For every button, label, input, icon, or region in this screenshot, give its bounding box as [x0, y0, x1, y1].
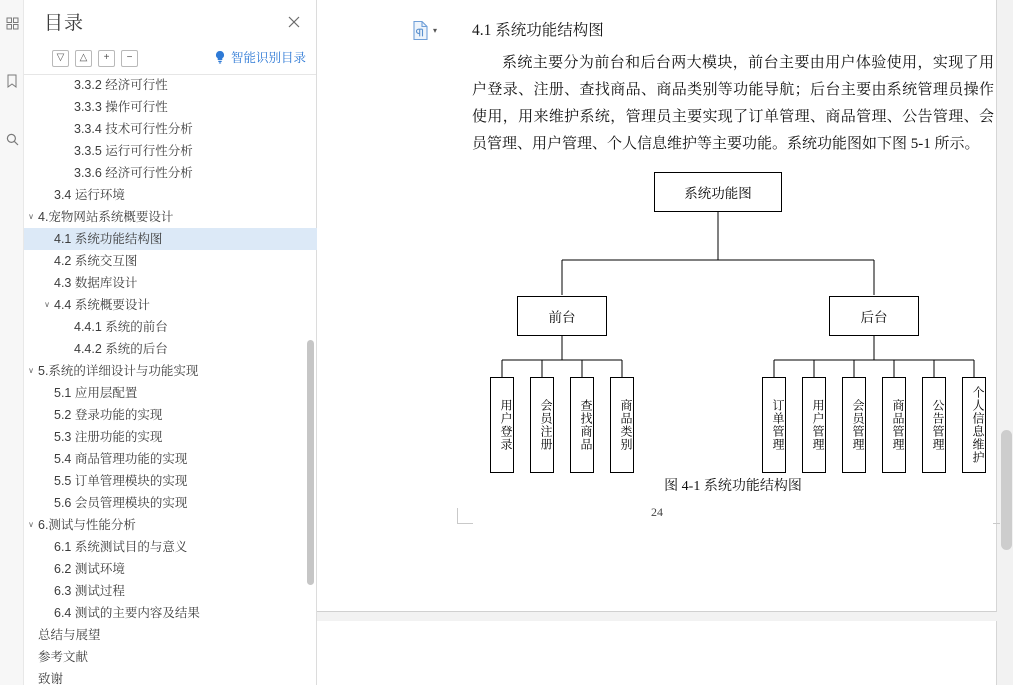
outline-scrollbar-thumb[interactable]: [307, 340, 314, 585]
outline-item[interactable]: [24, 272, 317, 294]
outline-toolbar: [24, 44, 316, 72]
diagram-leaf-node: 用户登录: [490, 377, 514, 473]
outline-title: 目录: [44, 13, 85, 34]
diagram-leaf-node: 订单管理: [762, 377, 786, 473]
outline-item-label: 5.4 商品管理功能的实现: [54, 452, 188, 466]
outline-item-label: 4.4 系统概要设计: [54, 298, 150, 312]
outline-item-label: 致谢: [38, 672, 64, 685]
outline-item-label: 4.宠物网站系统概要设计: [38, 210, 174, 224]
diagram-leaf-node: 会员管理: [842, 377, 866, 473]
outline-item[interactable]: [24, 448, 317, 470]
left-icon-rail: [0, 0, 24, 685]
outline-item-label: 5.5 订单管理模块的实现: [54, 474, 188, 488]
outline-item-label: 3.3.5 运行可行性分析: [74, 144, 193, 158]
outline-item-label: 4.3 数据库设计: [54, 276, 138, 290]
diagram-branch-node-frontend: 前台: [517, 296, 607, 336]
chevron-down-icon[interactable]: ∨: [28, 212, 34, 221]
outline-item[interactable]: [24, 316, 317, 338]
document-page: [317, 0, 997, 612]
outline-item[interactable]: [24, 294, 317, 316]
outline-item-label: 3.3.2 经济可行性: [74, 78, 168, 92]
outline-item-label: 4.2 系统交互图: [54, 254, 138, 268]
outline-item[interactable]: [24, 338, 317, 360]
outline-item[interactable]: [24, 668, 317, 685]
bulb-icon: [213, 50, 227, 64]
paragraph-mark-icon[interactable]: [411, 20, 437, 41]
chevron-down-icon[interactable]: ∨: [28, 520, 34, 529]
chevron-down-icon[interactable]: ∨: [44, 300, 50, 309]
outline-item[interactable]: [24, 514, 317, 536]
outline-header: [24, 0, 316, 44]
search-panel-icon[interactable]: [0, 122, 24, 156]
outline-item-label: 3.3.4 技术可行性分析: [74, 122, 193, 136]
outline-item[interactable]: [24, 580, 317, 602]
outline-item-label: 参考文献: [38, 650, 89, 664]
outline-item[interactable]: [24, 250, 317, 272]
document-scrollbar[interactable]: [1000, 0, 1013, 685]
outline-item[interactable]: [24, 646, 317, 668]
outline-item[interactable]: [24, 404, 317, 426]
outline-panel: [24, 0, 317, 685]
outline-item-label: 5.2 登录功能的实现: [54, 408, 163, 422]
outline-item[interactable]: [24, 96, 317, 118]
outline-item-label: 3.3.6 经济可行性分析: [74, 166, 193, 180]
outline-item-label: 5.6 会员管理模块的实现: [54, 496, 188, 510]
thumbnail-panel-icon[interactable]: [0, 6, 24, 40]
outline-item[interactable]: [24, 624, 317, 646]
smart-toc-label: 智能识别目录: [230, 51, 306, 65]
outline-item-label: 5.1 应用层配置: [54, 386, 138, 400]
remove-bookmark-button[interactable]: −: [121, 50, 138, 67]
outline-item-label: 6.3 测试过程: [54, 584, 125, 598]
close-icon[interactable]: [284, 12, 304, 32]
smart-toc-button[interactable]: [213, 48, 306, 66]
page-body-text: 系统主要分为前台和后台两大模块，前台主要由用户体验使用，实现了用户登录、注册、查找商品、商品类别等功能导航；后台主要由系统管理员操作使用，用来维护系统，管理员主要实现了订单管理、商品管理、公告管理、会员管理、用户管理、个人信息维护等主要功能。系统功能图如下图 5-1 所示。: [472, 55, 994, 152]
document-area: [317, 0, 1013, 685]
bookmark-panel-icon[interactable]: [0, 64, 24, 98]
page-heading: 4.1 系统功能结构图: [472, 22, 604, 39]
diagram-leaf-node: 会员注册: [530, 377, 554, 473]
chevron-down-icon[interactable]: ∨: [28, 366, 34, 375]
outline-item[interactable]: [24, 74, 317, 96]
outline-item-label: 5.系统的详细设计与功能实现: [38, 364, 199, 378]
outline-item-label: 4.4.2 系统的后台: [74, 342, 168, 356]
outline-item-label: 6.2 测试环境: [54, 562, 125, 576]
outline-scrollbar[interactable]: [307, 74, 314, 685]
outline-item[interactable]: [24, 140, 317, 162]
diagram-root-node: 系统功能图: [654, 172, 782, 212]
outline-item[interactable]: [24, 426, 317, 448]
outline-item-label: 6.测试与性能分析: [38, 518, 136, 532]
diagram-leaf-node: 个人信息维护: [962, 377, 986, 473]
outline-item-label: 5.3 注册功能的实现: [54, 430, 163, 444]
outline-item-label: 3.3.3 操作可行性: [74, 100, 168, 114]
outline-item-label: 4.4.1 系统的前台: [74, 320, 168, 334]
expand-all-button[interactable]: △: [75, 50, 92, 67]
outline-item[interactable]: [24, 118, 317, 140]
outline-item[interactable]: [24, 228, 317, 250]
chevron-down-icon[interactable]: ▾: [433, 26, 438, 35]
diagram-leaf-node: 公告管理: [922, 377, 946, 473]
system-function-diagram: [472, 155, 994, 485]
outline-item-label: 6.4 测试的主要内容及结果: [54, 606, 200, 620]
diagram-leaf-node: 商品管理: [882, 377, 906, 473]
document-scrollbar-thumb[interactable]: [1001, 430, 1012, 550]
outline-item-label: 6.1 系统测试目的与意义: [54, 540, 188, 554]
add-bookmark-button[interactable]: +: [98, 50, 115, 67]
diagram-leaf-node: 用户管理: [802, 377, 826, 473]
outline-item[interactable]: [24, 162, 317, 184]
outline-item[interactable]: [24, 184, 317, 206]
outline-item[interactable]: [24, 492, 317, 514]
outline-item-label: 3.4 运行环境: [54, 188, 125, 202]
page-number: 24: [651, 505, 663, 519]
outline-item-label: 总结与展望: [38, 628, 101, 642]
outline-item[interactable]: [24, 470, 317, 492]
outline-item[interactable]: [24, 360, 317, 382]
outline-list[interactable]: [24, 74, 317, 685]
outline-item[interactable]: [24, 206, 317, 228]
outline-item-label: 4.1 系统功能结构图: [54, 232, 163, 246]
figure-caption: 图 4-1 系统功能结构图: [664, 479, 802, 494]
outline-item[interactable]: [24, 602, 317, 624]
diagram-leaf-node: 商品类别: [610, 377, 634, 473]
outline-item[interactable]: [24, 536, 317, 558]
collapse-all-button[interactable]: ▽: [52, 50, 69, 67]
outline-item[interactable]: [24, 382, 317, 404]
next-document-page: [317, 621, 997, 685]
diagram-leaf-node: 查找商品: [570, 377, 594, 473]
diagram-branch-node-backend: 后台: [829, 296, 919, 336]
outline-item[interactable]: [24, 558, 317, 580]
